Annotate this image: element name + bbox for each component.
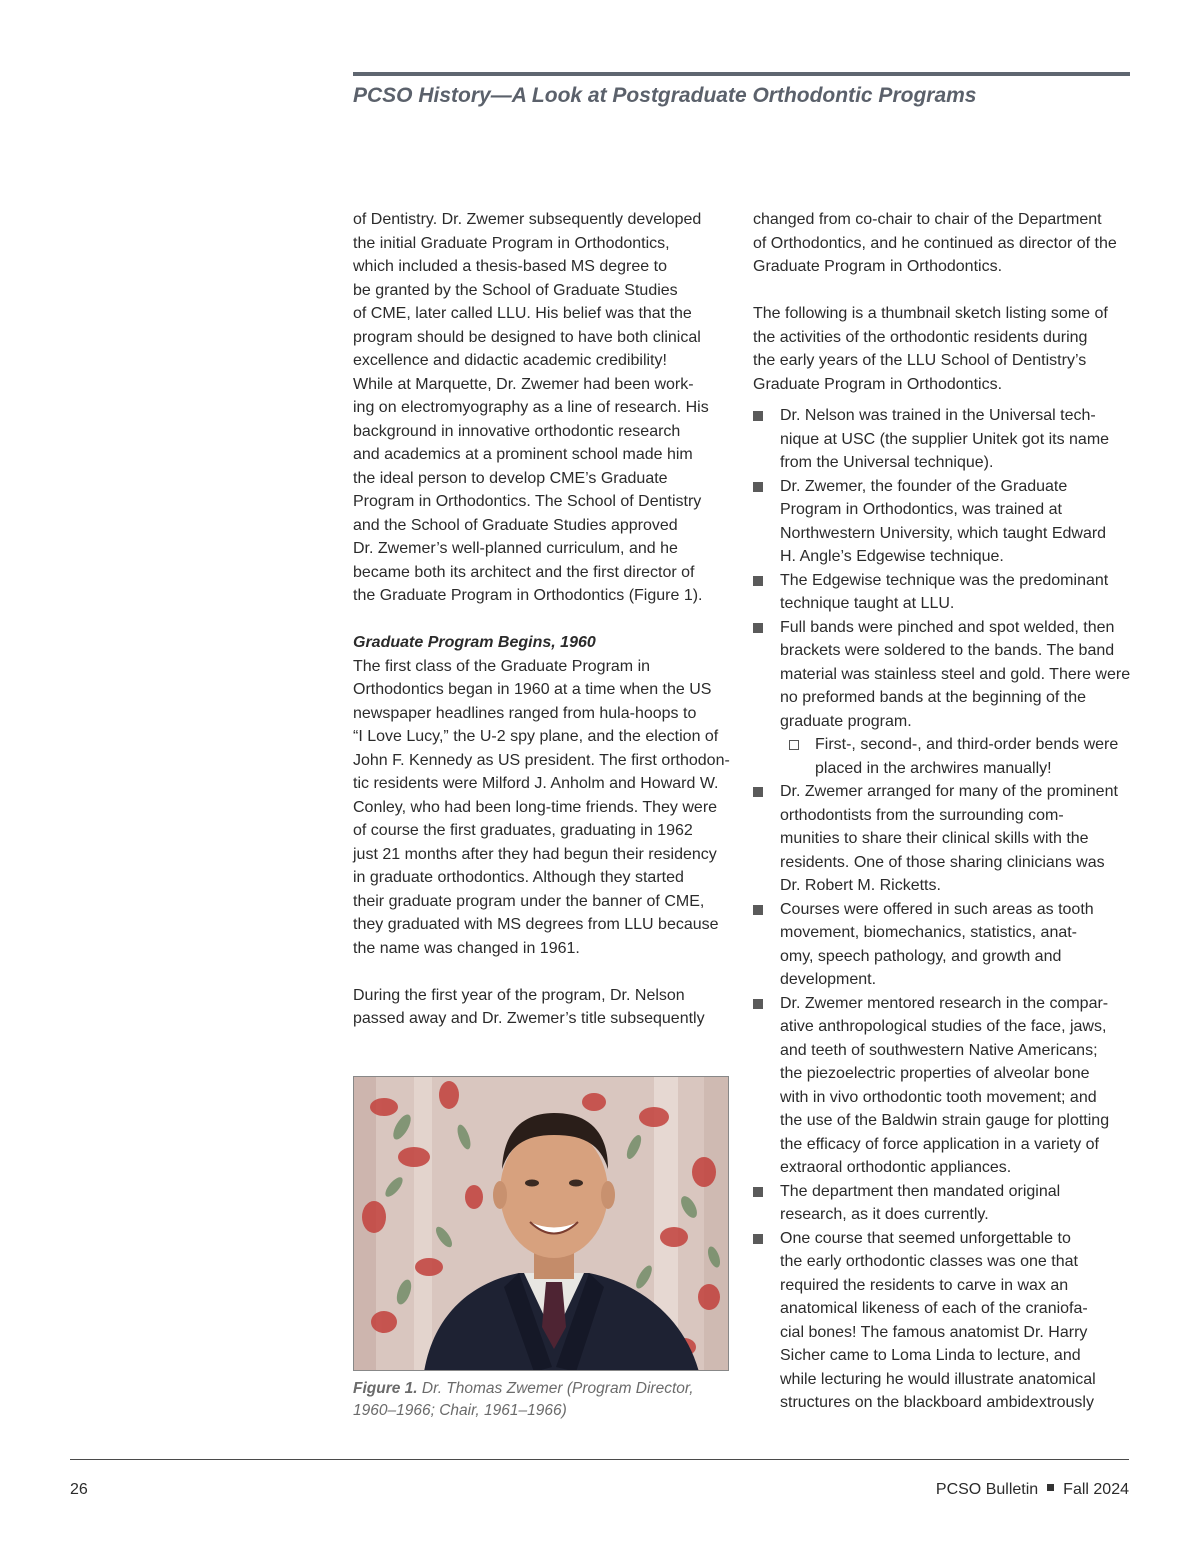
text-line: Full bands were pinched and spot welded, then	[780, 618, 1115, 636]
text-line: omy, speech pathology, and growth and	[780, 947, 1062, 965]
text-line: ing on electromyography as a line of research. His	[353, 399, 709, 416]
text-line: became both its architect and the first director of	[353, 563, 695, 581]
issue-date: Fall 2024	[1063, 1481, 1129, 1498]
caption-line: Dr. Thomas Zwemer (Program Director,	[417, 1380, 694, 1397]
text-line: and academics at a prominent school made him	[353, 446, 693, 463]
text-line: The following is a thumbnail sketch listing some of	[753, 305, 1108, 322]
text-line: their graduate program under the banner of CME,	[353, 892, 705, 910]
text-line: One course that seemed unforgettable to	[780, 1229, 1071, 1247]
text-line: The first class of the Graduate Program in	[353, 657, 651, 675]
text-line: nique at USC (the supplier Unitek got its name	[780, 430, 1110, 448]
text-line: with in vivo orthodontic tooth movement; and	[780, 1088, 1097, 1106]
page-title: PCSO History—A Look at Postgraduate Orthodontic Programs	[353, 84, 977, 107]
text-line: and the School of Graduate Studies approved	[353, 516, 678, 534]
text-line: residents. One of those sharing clinicians was	[780, 853, 1105, 871]
footer-publication	[936, 1481, 1129, 1499]
separator-square-icon	[1047, 1484, 1054, 1491]
text-line: of course the first graduates, graduating in 1962	[353, 822, 693, 839]
sub-list	[780, 733, 1133, 780]
text-line: During the first year of the program, Dr. Nelson	[353, 986, 685, 1004]
list-item	[753, 475, 1133, 569]
list-item	[753, 1227, 1133, 1415]
text-line: Dr. Robert M. Ricketts.	[780, 877, 941, 894]
list-item	[753, 780, 1133, 898]
text-line: required the residents to carve in wax an	[780, 1276, 1069, 1294]
list-item	[753, 569, 1133, 616]
left-column	[353, 208, 738, 1031]
text-line: and teeth of southwestern Native Americans;	[780, 1041, 1098, 1059]
activities-list	[753, 404, 1133, 1415]
text-line: Graduate Program in Orthodontics.	[753, 375, 1003, 393]
caption-line: 1960–1966; Chair, 1961–1966)	[353, 1402, 567, 1419]
text-line: the early years of the LLU School of Dentistry’s	[753, 352, 1087, 369]
text-line: passed away and Dr. Zwemer’s title subsequently	[353, 1010, 705, 1027]
text-line: of CME, later called LLU. His belief was that the	[353, 305, 692, 322]
text-line: the early orthodontic classes was one that	[780, 1253, 1078, 1270]
text-line: Graduate Program in Orthodontics.	[753, 258, 1003, 275]
paragraph-first-class	[353, 655, 738, 961]
list-item	[753, 898, 1133, 992]
text-line: the ideal person to develop CME’s Graduate	[353, 469, 668, 487]
text-line: be granted by the School of Graduate Studies	[353, 281, 678, 299]
text-line: the initial Graduate Program in Orthodontics,	[353, 234, 670, 252]
text-line: in graduate orthodontics. Although they started	[353, 869, 684, 886]
list-item	[753, 992, 1133, 1180]
text-line: Conley, who had been long-time friends. They were	[353, 798, 718, 816]
text-line: Northwestern University, which taught Edward	[780, 524, 1107, 542]
text-line: Program in Orthodontics, was trained at	[780, 501, 1062, 518]
text-line: Dr. Zwemer, the founder of the Graduate	[780, 477, 1068, 495]
text-line: graduate program.	[780, 712, 912, 730]
text-line: Sicher came to Loma Linda to lecture, and	[780, 1347, 1081, 1364]
text-line: tic residents were Milford J. Anholm and Howard W.	[353, 775, 719, 792]
text-line: ative anthropological studies of the face, jaws,	[780, 1018, 1107, 1035]
text-line: Dr. Zwemer mentored research in the compar-	[780, 994, 1109, 1012]
text-line: munities to share their clinical skills with the	[780, 830, 1089, 847]
list-item	[753, 616, 1133, 781]
text-line: Program in Orthodontics. The School of Dentistry	[353, 493, 702, 510]
text-line: cial bones! The famous anatomist Dr. Harry	[780, 1323, 1088, 1341]
text-line: which included a thesis-based MS degree to	[353, 258, 667, 275]
list-item	[753, 404, 1133, 475]
text-line: structures on the blackboard ambidextrously	[780, 1394, 1094, 1411]
text-line: technique taught at LLU.	[780, 595, 955, 612]
text-line: Dr. Zwemer’s well-planned curriculum, and he	[353, 540, 678, 557]
text-line: excellence and didactic academic credibility!	[353, 352, 667, 369]
text-line: anatomical likeness of each of the craniofa-	[780, 1300, 1088, 1317]
text-line: “I Love Lucy,” the U-2 spy plane, and the election of	[353, 728, 719, 745]
text-line: material was stainless steel and gold. There were	[780, 665, 1131, 683]
portrait-photo	[353, 1076, 729, 1371]
text-line: First-, second-, and third-order bends were	[815, 736, 1119, 753]
text-line: research, as it does currently.	[780, 1206, 989, 1223]
text-line: of Orthodontics, and he continued as director of the	[753, 234, 1117, 252]
text-line: just 21 months after they had begun their residency	[353, 845, 717, 863]
list-item	[753, 1180, 1133, 1227]
text-line: While at Marquette, Dr. Zwemer had been work-	[353, 375, 694, 393]
text-line: the Graduate Program in Orthodontics (Figure 1).	[353, 587, 703, 604]
text-line: of Dentistry. Dr. Zwemer subsequently developed	[353, 211, 702, 228]
text-line: The Edgewise technique was the predominant	[780, 571, 1109, 589]
text-line: brackets were soldered to the bands. The band	[780, 642, 1115, 659]
text-line: Dr. Nelson was trained in the Universal tech-	[780, 407, 1096, 424]
text-line: Dr. Zwemer arranged for many of the prominent	[780, 783, 1118, 800]
paragraph-program-development	[353, 208, 738, 608]
figure-label: Figure 1.	[353, 1380, 418, 1397]
text-line: John F. Kennedy as US president. The first orthodon-	[353, 751, 730, 769]
text-line: they graduated with MS degrees from LLU because	[353, 916, 719, 933]
text-line: placed in the archwires manually!	[815, 759, 1052, 777]
text-line: program should be designed to have both clinical	[353, 328, 701, 346]
header-rule	[353, 72, 1130, 76]
text-line: Orthodontics began in 1960 at a time when the US	[353, 681, 712, 698]
text-line: background in innovative orthodontic research	[353, 422, 681, 440]
text-line: no preformed bands at the beginning of the	[780, 689, 1086, 706]
text-line: orthodontists from the surrounding com-	[780, 806, 1064, 824]
footer-rule	[70, 1459, 1129, 1460]
figure-caption	[353, 1378, 738, 1422]
text-line: changed from co-chair to chair of the Department	[753, 211, 1102, 228]
page-number: 26	[70, 1481, 88, 1498]
text-line: H. Angle’s Edgewise technique.	[780, 548, 1004, 565]
text-line: the efficacy of force application in a variety of	[780, 1135, 1099, 1153]
paragraph-chair-change	[753, 208, 1133, 279]
text-line: from the Universal technique).	[780, 454, 994, 471]
text-line: the activities of the orthodontic residents during	[753, 328, 1088, 346]
text-line: the use of the Baldwin strain gauge for plotting	[780, 1112, 1110, 1129]
right-column	[753, 208, 1133, 1415]
text-line: newspaper headlines ranged from hula-hoops to	[353, 704, 697, 722]
text-line: while lecturing he would illustrate anatomical	[780, 1370, 1096, 1388]
text-line: development.	[780, 971, 877, 988]
text-line: Courses were offered in such areas as tooth	[780, 900, 1094, 918]
section-subheading: Graduate Program Begins, 1960	[353, 634, 596, 651]
paragraph-thumbnail-intro	[753, 302, 1133, 396]
sub-list-item	[780, 733, 1133, 780]
text-line: the name was changed in 1961.	[353, 939, 580, 957]
text-line: extraoral orthodontic appliances.	[780, 1159, 1012, 1176]
text-line: the piezoelectric properties of alveolar bone	[780, 1065, 1090, 1082]
text-line: movement, biomechanics, statistics, anat-	[780, 924, 1078, 941]
paragraph-first-year	[353, 984, 738, 1031]
text-line: The department then mandated original	[780, 1182, 1061, 1200]
publication-name: PCSO Bulletin	[935, 1481, 1039, 1498]
